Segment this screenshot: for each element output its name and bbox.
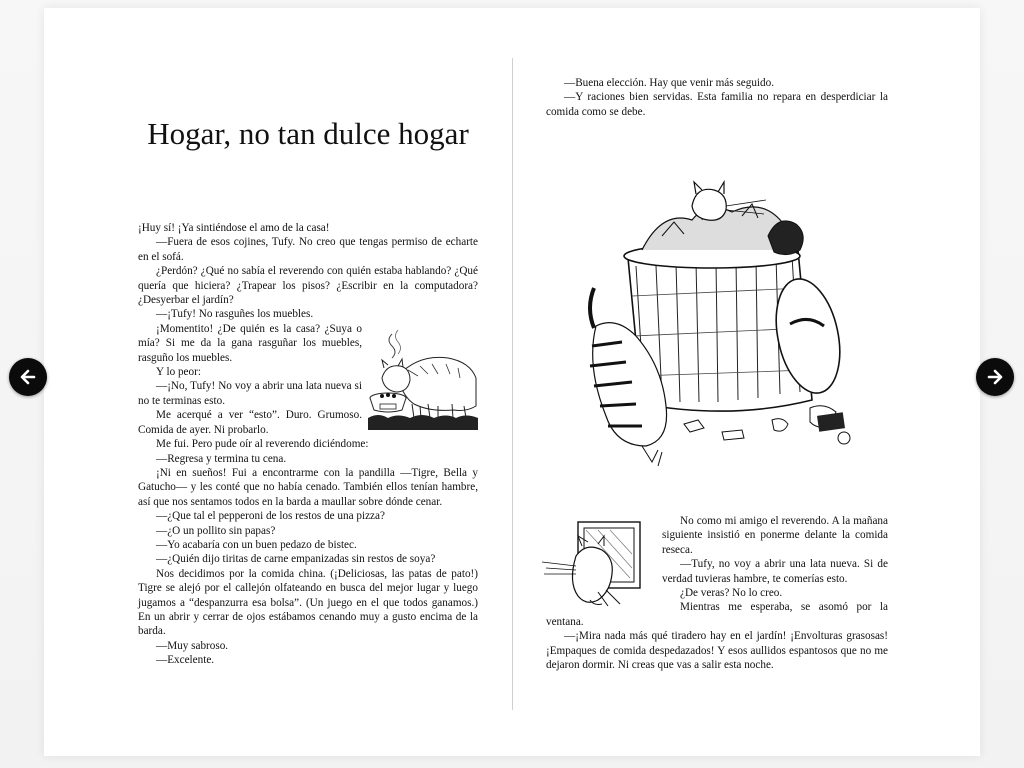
paragraph: ¡Momentito! ¿De quién es la casa? ¿Suya o mía? Si me da la gana rasguñar los muebles, rasguño los muebles. <box>138 322 362 364</box>
cat-eating-illustration <box>368 326 478 430</box>
arrow-right-icon <box>985 367 1005 387</box>
cat-at-window-illustration <box>538 516 654 608</box>
arrow-left-icon <box>18 367 38 387</box>
page-gutter <box>512 58 513 710</box>
right-page <box>546 8 888 748</box>
paragraph: —¡Tufy! No rasguñes los muebles. <box>156 308 314 321</box>
right-page-top-text <box>546 76 888 119</box>
paragraph: —Regresa y termina tu cena. <box>156 452 287 465</box>
paragraph: Me acerqué a ver “esto”. Duro. Grumoso. Comida de ayer. Ni probarlo. <box>138 409 362 436</box>
cats-in-trash-can-illustration <box>572 176 872 481</box>
paragraph: —Buena elección. Hay que venir más seguido. <box>564 77 775 89</box>
paragraph: ¿Perdón? ¿Qué no sabía el reverendo con quién estaba hablando? ¿Qué quería que hiciera? ¿Trapear los pisos? ¿Escribir en la computadora? ¿Desyerbar el jardín? <box>138 265 478 307</box>
chapter-title: Hogar, no tan dulce hogar <box>147 116 469 151</box>
paragraph: —¡Mira nada más qué tiradero hay en el jardín! ¡Envolturas grasosas! ¡Empaques de comida despedazados! Y esos aullidos espantosos que no me dejaron dormir. Ni creas que vas a salir esta noche. <box>546 630 888 672</box>
paragraph: —¡No, Tufy! No voy a abrir una lata nueva si no te terminas esto. <box>138 380 362 407</box>
paragraph: —Fuera de esos cojines, Tufy. No creo que tengas permiso de echarte en el sofá. <box>138 236 478 263</box>
paragraph: —Muy sabroso. <box>156 639 229 652</box>
paragraph: No como mi amigo el reverendo. A la mañana siguiente insistió en ponerme delante la comida reseca. <box>662 515 888 556</box>
paragraph: —Tufy, no voy a abrir una lata nueva. Si de verdad tuvieras hambre, te comerías esto. <box>662 558 888 585</box>
paragraph: Y lo peor: <box>156 366 201 379</box>
paragraph: —¿O un pollito sin papas? <box>156 524 276 537</box>
paragraph: —¿Quién dijo tiritas de carne empanizadas sin restos de soya? <box>156 553 436 566</box>
previous-page-button[interactable] <box>9 358 47 396</box>
book-spread <box>44 8 980 756</box>
paragraph: Mientras me esperaba, se asomó por la ventana. <box>546 601 888 628</box>
left-page-body <box>138 221 478 668</box>
paragraph: Me fui. Pero pude oír al reverendo diciéndome: <box>156 438 369 451</box>
next-page-button[interactable] <box>976 358 1014 396</box>
paragraph: —¿Que tal el pepperoni de los restos de una pizza? <box>156 510 385 523</box>
paragraph: Nos decidimos por la comida china. (¡Deliciosas, las patas de pato!) Tigre se alejó por el callejón olfateando en busca del mejor lugar y luego jugamos a “despanzurra esa bolsa”. (Un juego en el que todos ganamos.) En un abrir y cerrar de ojos estábamos cenando muy a gusto encima de la barda. <box>138 567 478 638</box>
left-page <box>138 8 478 748</box>
paragraph: ¿De veras? No lo creo. <box>680 587 783 600</box>
paragraph: ¡Ni en sueños! Fui a encontrarme con la pandilla —Tigre, Bella y Gatucho— y les conté que no había cenado. También ellos tenían hambre, así que nos sentamos todos en la barda a maullar sobre dónde cenar. <box>138 466 478 508</box>
paragraph: —Excelente. <box>156 654 215 667</box>
right-page-bottom-text <box>546 514 888 672</box>
paragraph: —Yo acabaría con un buen pedazo de bistec. <box>156 538 357 551</box>
paragraph: —Y raciones bien servidas. Esta familia no repara en desperdiciar la comida como se debe. <box>546 91 888 118</box>
paragraph: ¡Huy sí! ¡Ya sintiéndose el amo de la casa! <box>138 222 330 234</box>
